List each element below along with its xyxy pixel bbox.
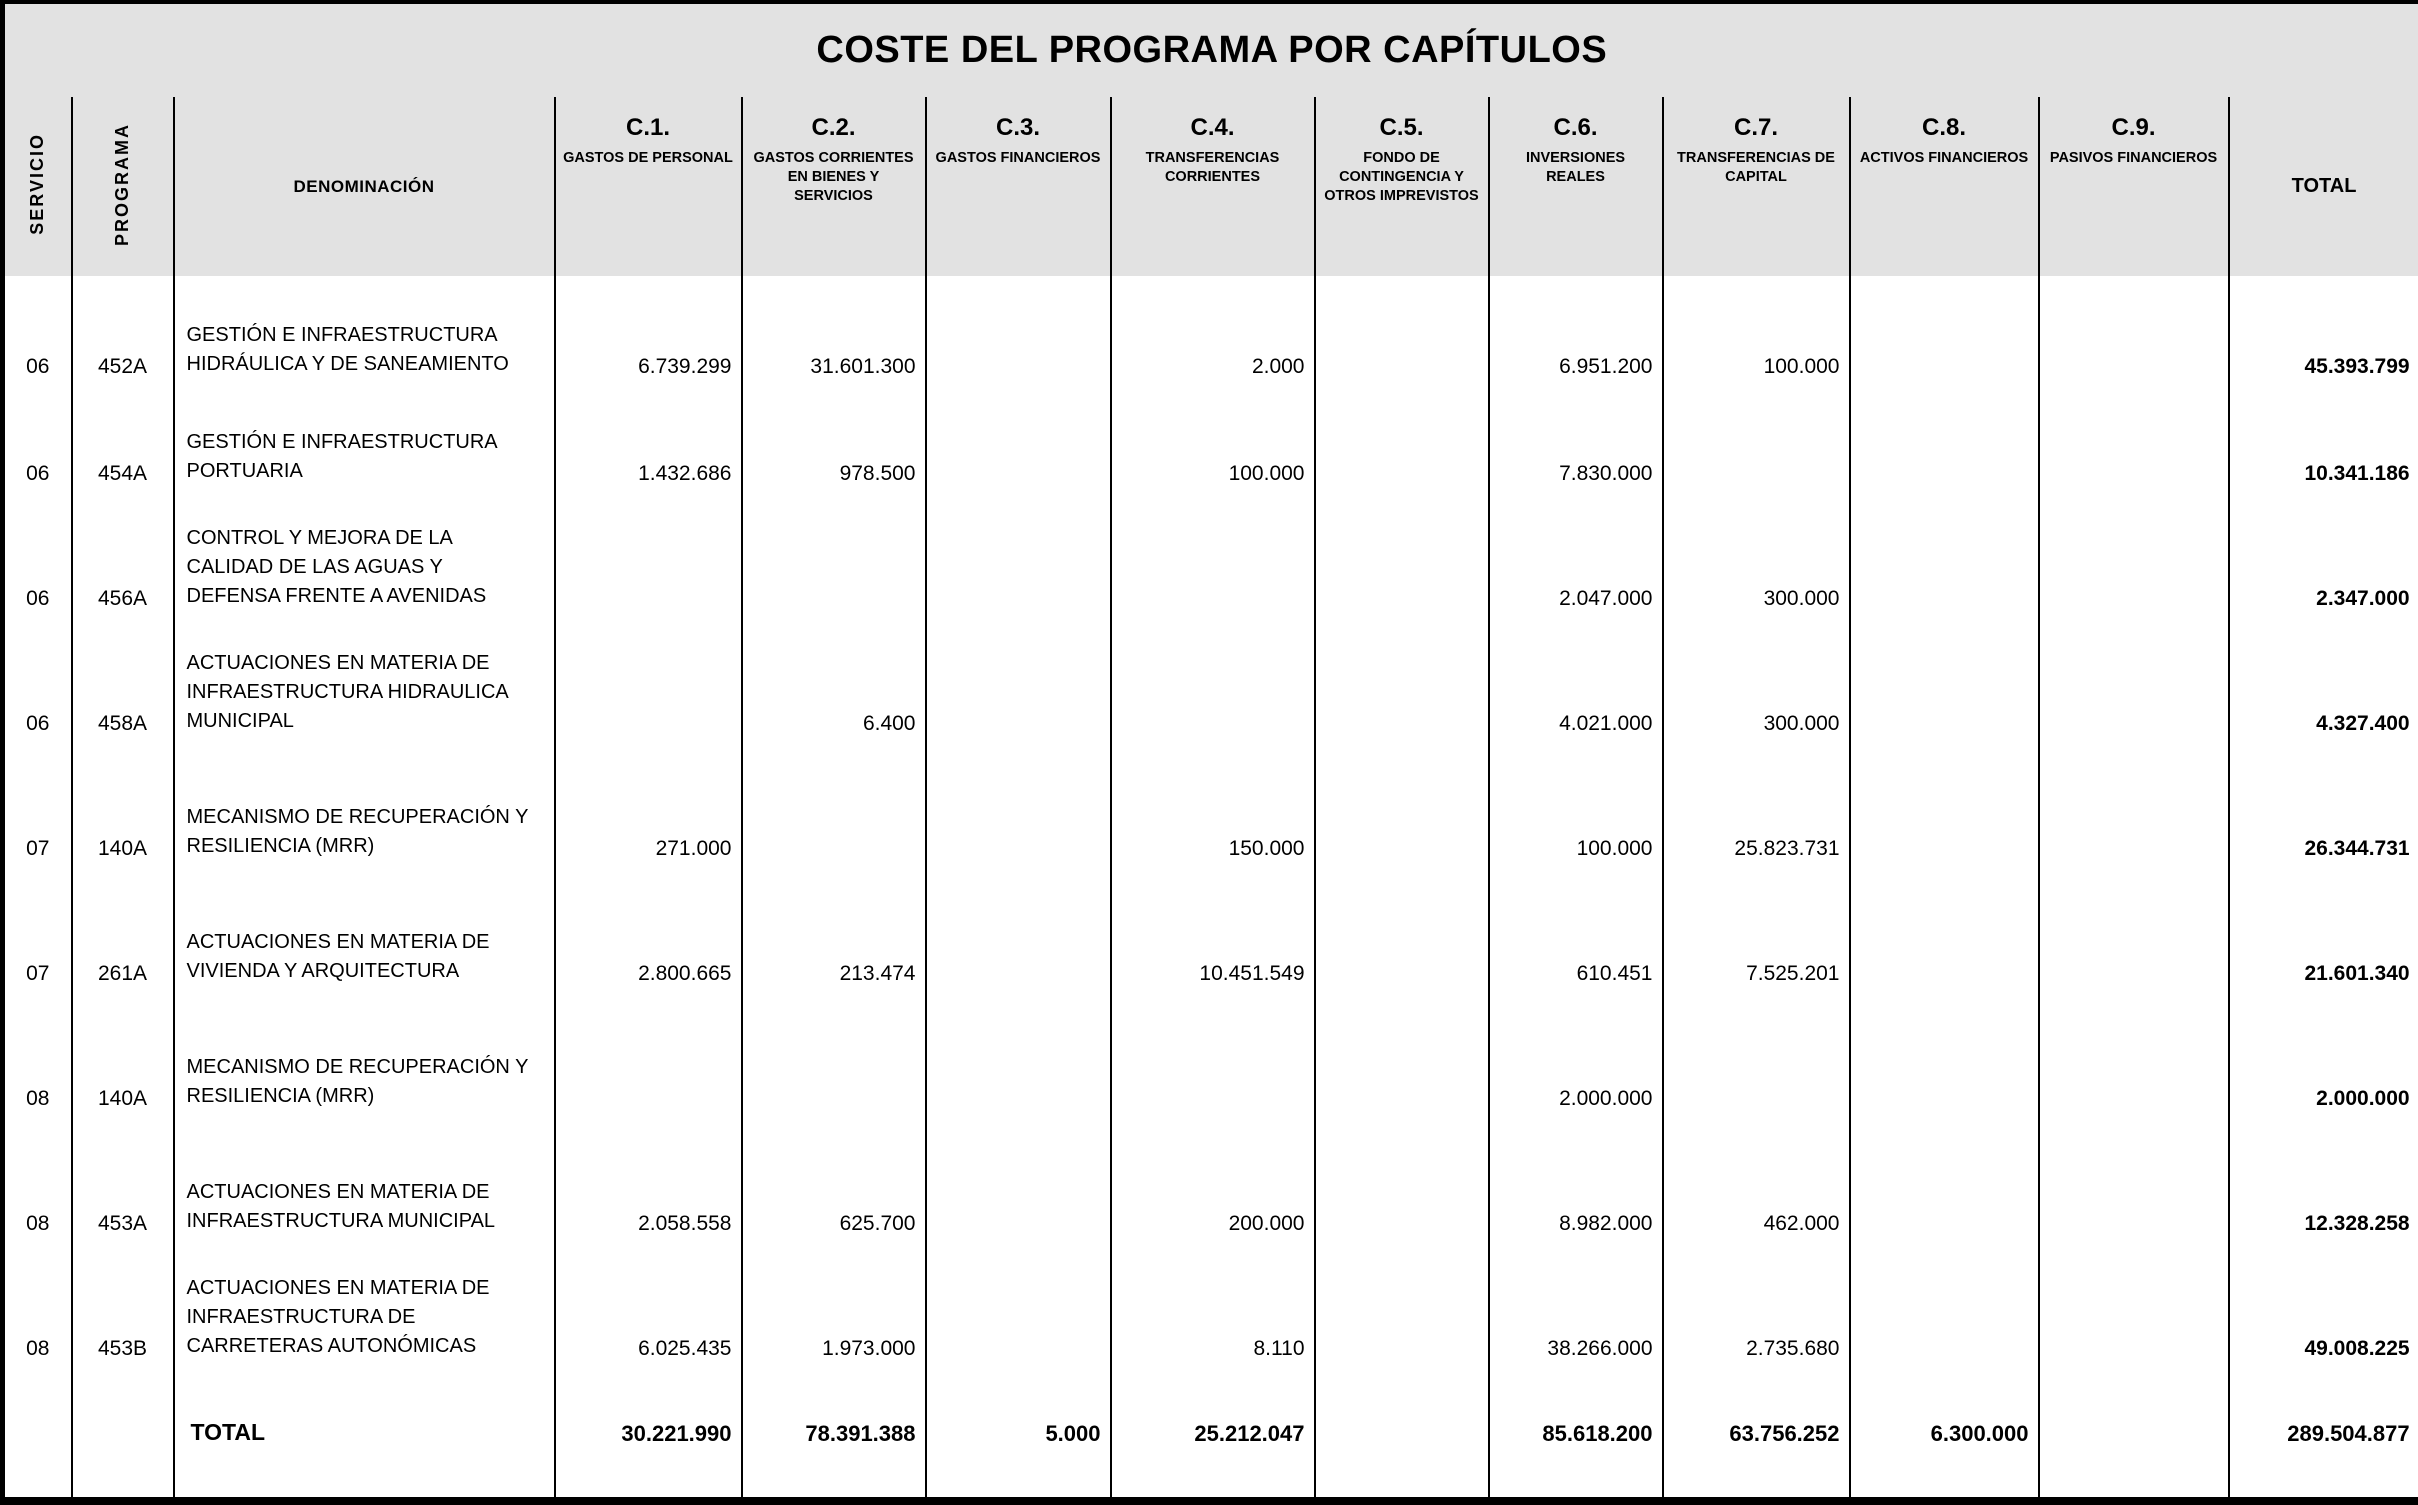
cell-denominacion: ACTUACIONES EN MATERIA DE VIVIENDA Y ARQUITECTURA bbox=[174, 895, 555, 1020]
cell-c4: 8.110 bbox=[1111, 1270, 1315, 1395]
cell-c6: 6.951.200 bbox=[1489, 276, 1663, 413]
cell-c6: 38.266.000 bbox=[1489, 1270, 1663, 1395]
cell-c4: 10.451.549 bbox=[1111, 895, 1315, 1020]
chapter-label: GASTOS FINANCIEROS bbox=[933, 149, 1104, 168]
total-c5 bbox=[1315, 1395, 1489, 1465]
cell-c6: 4.021.000 bbox=[1489, 645, 1663, 770]
filler-cell bbox=[555, 1465, 742, 1501]
cell-servicio: 06 bbox=[3, 645, 72, 770]
cell-c2 bbox=[742, 770, 926, 895]
cell-c9 bbox=[2039, 520, 2229, 645]
filler-cell bbox=[174, 1465, 555, 1501]
chapter-label: TRANSFERENCIAS DE CAPITAL bbox=[1670, 149, 1843, 187]
cell-c4: 2.000 bbox=[1111, 276, 1315, 413]
cell-c3 bbox=[926, 276, 1111, 413]
table-row bbox=[3, 413, 2418, 520]
chapter-label: PASIVOS FINANCIEROS bbox=[2046, 149, 2222, 168]
chapter-label: GASTOS DE PERSONAL bbox=[562, 149, 735, 168]
chapter-code: C.5. bbox=[1322, 113, 1482, 143]
col-header-c5 bbox=[1315, 97, 1489, 276]
cell-total: 26.344.731 bbox=[2229, 770, 2418, 895]
cell-servicio: 06 bbox=[3, 413, 72, 520]
cell-c6: 2.047.000 bbox=[1489, 520, 1663, 645]
cell-c9 bbox=[2039, 1145, 2229, 1270]
col-header-total: TOTAL bbox=[2229, 97, 2418, 276]
total-row bbox=[3, 1395, 2418, 1465]
col-header-servicio bbox=[3, 97, 72, 276]
total-c7: 63.756.252 bbox=[1663, 1395, 1850, 1465]
cell-c5 bbox=[1315, 520, 1489, 645]
cell-programa: 452A bbox=[72, 276, 174, 413]
cell-c1: 6.025.435 bbox=[555, 1270, 742, 1395]
cell-programa: 458A bbox=[72, 645, 174, 770]
chapter-code: C.6. bbox=[1496, 113, 1656, 143]
programa-header-label: PROGRAMA bbox=[112, 123, 133, 246]
cell-denominacion: MECANISMO DE RECUPERACIÓN Y RESILIENCIA (MRR) bbox=[174, 770, 555, 895]
cell-c5 bbox=[1315, 645, 1489, 770]
cell-c9 bbox=[2039, 895, 2229, 1020]
cell-c2 bbox=[742, 1020, 926, 1145]
cell-c3 bbox=[926, 1145, 1111, 1270]
cell-denominacion: MECANISMO DE RECUPERACIÓN Y RESILIENCIA (MRR) bbox=[174, 1020, 555, 1145]
cell-c5 bbox=[1315, 895, 1489, 1020]
cell-c2: 31.601.300 bbox=[742, 276, 926, 413]
cell-c1: 2.800.665 bbox=[555, 895, 742, 1020]
chapter-code: C.9. bbox=[2046, 113, 2222, 143]
col-header-c3 bbox=[926, 97, 1111, 276]
cell-c8 bbox=[1850, 1270, 2039, 1395]
col-header-c4 bbox=[1111, 97, 1315, 276]
cell-programa: 456A bbox=[72, 520, 174, 645]
cell-c5 bbox=[1315, 1145, 1489, 1270]
cell-c7: 2.735.680 bbox=[1663, 1270, 1850, 1395]
cell-programa: 453B bbox=[72, 1270, 174, 1395]
filler-cell bbox=[1663, 1465, 1850, 1501]
cell-c3 bbox=[926, 413, 1111, 520]
col-header-c6 bbox=[1489, 97, 1663, 276]
cell-c3 bbox=[926, 770, 1111, 895]
cell-programa: 454A bbox=[72, 413, 174, 520]
col-header-programa bbox=[72, 97, 174, 276]
cell-c7 bbox=[1663, 413, 1850, 520]
cell-c7: 25.823.731 bbox=[1663, 770, 1850, 895]
cell-total: 10.341.186 bbox=[2229, 413, 2418, 520]
total-c1: 30.221.990 bbox=[555, 1395, 742, 1465]
cell-c9 bbox=[2039, 413, 2229, 520]
cell-c2: 213.474 bbox=[742, 895, 926, 1020]
cell-c7: 300.000 bbox=[1663, 645, 1850, 770]
cell-c4: 100.000 bbox=[1111, 413, 1315, 520]
cell-c5 bbox=[1315, 1020, 1489, 1145]
total-c3: 5.000 bbox=[926, 1395, 1111, 1465]
cell-servicio: 08 bbox=[3, 1145, 72, 1270]
cell-total: 2.000.000 bbox=[2229, 1020, 2418, 1145]
total-grand: 289.504.877 bbox=[2229, 1395, 2418, 1465]
cell-c9 bbox=[2039, 645, 2229, 770]
filler-cell bbox=[72, 1465, 174, 1501]
table-row bbox=[3, 895, 2418, 1020]
cell-c3 bbox=[926, 645, 1111, 770]
servicio-header-label: SERVICIO bbox=[27, 133, 48, 235]
cell-c8 bbox=[1850, 770, 2039, 895]
total-c4: 25.212.047 bbox=[1111, 1395, 1315, 1465]
cell-c8 bbox=[1850, 276, 2039, 413]
cell-c1 bbox=[555, 1020, 742, 1145]
chapter-code: C.3. bbox=[933, 113, 1104, 143]
cell-total: 12.328.258 bbox=[2229, 1145, 2418, 1270]
cell-total: 4.327.400 bbox=[2229, 645, 2418, 770]
cell-servicio bbox=[3, 1395, 72, 1465]
table-row bbox=[3, 770, 2418, 895]
table-row bbox=[3, 276, 2418, 413]
chapter-label: INVERSIONES REALES bbox=[1496, 149, 1656, 187]
cell-c5 bbox=[1315, 770, 1489, 895]
cell-c4 bbox=[1111, 645, 1315, 770]
cell-c3 bbox=[926, 1270, 1111, 1395]
cell-c7: 462.000 bbox=[1663, 1145, 1850, 1270]
title-band bbox=[3, 2, 2418, 97]
filler-cell bbox=[3, 1465, 72, 1501]
cell-denominacion: ACTUACIONES EN MATERIA DE INFRAESTRUCTURA DE CARRETERAS AUTONÓMICAS bbox=[174, 1270, 555, 1395]
cell-c8 bbox=[1850, 895, 2039, 1020]
chapter-code: C.4. bbox=[1118, 113, 1308, 143]
cell-c9 bbox=[2039, 770, 2229, 895]
filler-cell bbox=[926, 1465, 1111, 1501]
total-row-label: TOTAL bbox=[174, 1395, 555, 1465]
cell-c1: 6.739.299 bbox=[555, 276, 742, 413]
cell-c9 bbox=[2039, 1020, 2229, 1145]
chapter-code: C.1. bbox=[562, 113, 735, 143]
cell-c7: 300.000 bbox=[1663, 520, 1850, 645]
page-title: COSTE DEL PROGRAMA POR CAPÍTULOS bbox=[3, 2, 2418, 97]
cell-c7: 100.000 bbox=[1663, 276, 1850, 413]
chapter-code: C.2. bbox=[749, 113, 919, 143]
cell-c5 bbox=[1315, 1270, 1489, 1395]
total-c9 bbox=[2039, 1395, 2229, 1465]
cell-denominacion: ACTUACIONES EN MATERIA DE INFRAESTRUCTURA HIDRAULICA MUNICIPAL bbox=[174, 645, 555, 770]
cell-c1 bbox=[555, 520, 742, 645]
table-row bbox=[3, 1145, 2418, 1270]
total-c2: 78.391.388 bbox=[742, 1395, 926, 1465]
cell-denominacion: GESTIÓN E INFRAESTRUCTURA PORTUARIA bbox=[174, 413, 555, 520]
cell-c6: 100.000 bbox=[1489, 770, 1663, 895]
cell-total: 2.347.000 bbox=[2229, 520, 2418, 645]
chapter-label: FONDO DE CONTINGENCIA Y OTROS IMPREVISTOS bbox=[1322, 149, 1482, 206]
cell-c1: 2.058.558 bbox=[555, 1145, 742, 1270]
cell-total: 21.601.340 bbox=[2229, 895, 2418, 1020]
cell-c1: 1.432.686 bbox=[555, 413, 742, 520]
cell-servicio: 06 bbox=[3, 276, 72, 413]
cell-c8 bbox=[1850, 1145, 2039, 1270]
cell-servicio: 07 bbox=[3, 895, 72, 1020]
col-header-c7 bbox=[1663, 97, 1850, 276]
cell-c8 bbox=[1850, 413, 2039, 520]
filler-cell bbox=[1850, 1465, 2039, 1501]
cell-c6: 7.830.000 bbox=[1489, 413, 1663, 520]
chapter-label: ACTIVOS FINANCIEROS bbox=[1857, 149, 2032, 168]
cell-denominacion: GESTIÓN E INFRAESTRUCTURA HIDRÁULICA Y DE SANEAMIENTO bbox=[174, 276, 555, 413]
filler-cell bbox=[1111, 1465, 1315, 1501]
cell-servicio: 08 bbox=[3, 1020, 72, 1145]
cell-programa: 261A bbox=[72, 895, 174, 1020]
cell-c9 bbox=[2039, 276, 2229, 413]
cell-servicio: 07 bbox=[3, 770, 72, 895]
chapter-label: GASTOS CORRIENTES EN BIENES Y SERVICIOS bbox=[749, 149, 919, 206]
col-header-c9 bbox=[2039, 97, 2229, 276]
cell-servicio: 06 bbox=[3, 520, 72, 645]
cell-c4: 200.000 bbox=[1111, 1145, 1315, 1270]
cell-c4: 150.000 bbox=[1111, 770, 1315, 895]
cell-c2: 6.400 bbox=[742, 645, 926, 770]
col-header-c8 bbox=[1850, 97, 2039, 276]
cell-c2: 978.500 bbox=[742, 413, 926, 520]
total-c6: 85.618.200 bbox=[1489, 1395, 1663, 1465]
chapter-code: C.7. bbox=[1670, 113, 1843, 143]
cell-c3 bbox=[926, 520, 1111, 645]
col-header-c1 bbox=[555, 97, 742, 276]
cell-programa: 140A bbox=[72, 770, 174, 895]
col-header-denominacion: DENOMINACIÓN bbox=[174, 97, 555, 276]
filler-cell bbox=[1315, 1465, 1489, 1501]
cell-denominacion: CONTROL Y MEJORA DE LA CALIDAD DE LAS AGUAS Y DEFENSA FRENTE A AVENIDAS bbox=[174, 520, 555, 645]
cell-servicio: 08 bbox=[3, 1270, 72, 1395]
cell-c5 bbox=[1315, 276, 1489, 413]
chapter-code: C.8. bbox=[1857, 113, 2032, 143]
table-row bbox=[3, 520, 2418, 645]
cell-c1 bbox=[555, 645, 742, 770]
cell-c2: 1.973.000 bbox=[742, 1270, 926, 1395]
total-c8: 6.300.000 bbox=[1850, 1395, 2039, 1465]
filler-row bbox=[3, 1465, 2418, 1501]
cell-c7: 7.525.201 bbox=[1663, 895, 1850, 1020]
cell-c2 bbox=[742, 520, 926, 645]
cell-total: 45.393.799 bbox=[2229, 276, 2418, 413]
column-header-row bbox=[3, 97, 2418, 276]
cell-c7 bbox=[1663, 1020, 1850, 1145]
cell-programa: 453A bbox=[72, 1145, 174, 1270]
cell-c6: 2.000.000 bbox=[1489, 1020, 1663, 1145]
chapter-label: TRANSFERENCIAS CORRIENTES bbox=[1118, 149, 1308, 187]
cell-c2: 625.700 bbox=[742, 1145, 926, 1270]
cell-c9 bbox=[2039, 1270, 2229, 1395]
filler-cell bbox=[2229, 1465, 2418, 1501]
cell-c3 bbox=[926, 1020, 1111, 1145]
cell-c6: 610.451 bbox=[1489, 895, 1663, 1020]
table-row bbox=[3, 645, 2418, 770]
cell-programa bbox=[72, 1395, 174, 1465]
cell-c5 bbox=[1315, 413, 1489, 520]
filler-cell bbox=[2039, 1465, 2229, 1501]
filler-cell bbox=[742, 1465, 926, 1501]
filler-cell bbox=[1489, 1465, 1663, 1501]
cell-c3 bbox=[926, 895, 1111, 1020]
cell-c8 bbox=[1850, 1020, 2039, 1145]
cell-programa: 140A bbox=[72, 1020, 174, 1145]
cell-c8 bbox=[1850, 645, 2039, 770]
col-header-c2 bbox=[742, 97, 926, 276]
cell-denominacion: ACTUACIONES EN MATERIA DE INFRAESTRUCTURA MUNICIPAL bbox=[174, 1145, 555, 1270]
cell-c1: 271.000 bbox=[555, 770, 742, 895]
table-row bbox=[3, 1020, 2418, 1145]
table-row bbox=[3, 1270, 2418, 1395]
cell-c4 bbox=[1111, 520, 1315, 645]
cell-c8 bbox=[1850, 520, 2039, 645]
cell-c4 bbox=[1111, 1020, 1315, 1145]
cell-c6: 8.982.000 bbox=[1489, 1145, 1663, 1270]
cell-total: 49.008.225 bbox=[2229, 1270, 2418, 1395]
